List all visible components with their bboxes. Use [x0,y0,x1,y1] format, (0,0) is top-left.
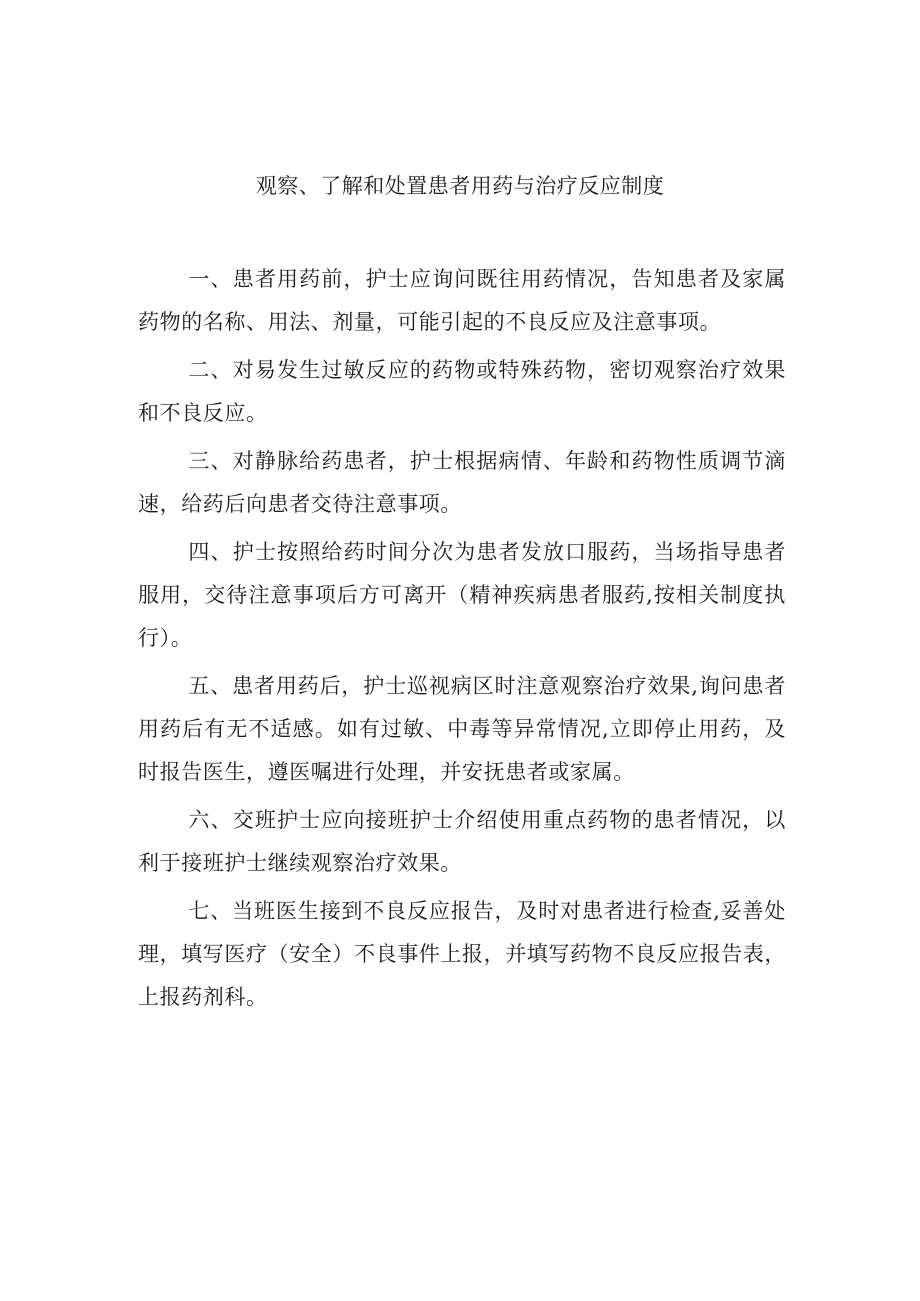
document-title: 观察、了解和处置患者用药与治疗反应制度 [255,174,665,198]
paragraph-7: 七、当班医生接到不良反应报告，及时对患者进行检查,妥善处理，填写医疗（安全）不良事件上报，并填写药物不良反应报告表，上报药剂科。 [138,899,786,1009]
paragraph-2: 二、对易发生过敏反应的药物或特殊药物，密切观察治疗效果和不良反应。 [138,358,786,425]
paragraph-1: 一、患者用药前，护士应询问既往用药情况，告知患者及家属药物的名称、用法、剂量，可能引起的不良反应及注意事项。 [138,267,786,334]
document-body [138,258,786,1024]
paragraph-3: 三、对静脉给药患者，护士根据病情、年龄和药物性质调节滴速，给药后向患者交待注意事项。 [138,449,786,516]
paragraph-6: 六、交班护士应向接班护士介绍使用重点药物的患者情况，以利于接班护士继续观察治疗效果。 [138,808,786,875]
paragraph-5: 五、患者用药后，护士巡视病区时注意观察治疗效果,询问患者用药后有无不适感。如有过敏、中毒等异常情况,立即停止用药，及时报告医生，遵医嘱进行处理，并安抚患者或家属。 [138,674,786,784]
paragraph-4: 四、护士按照给药时间分次为患者发放口服药，当场指导患者服用，交待注意事项后方可离开（精神疾病患者服药,按相关制度执行）。 [138,540,786,650]
